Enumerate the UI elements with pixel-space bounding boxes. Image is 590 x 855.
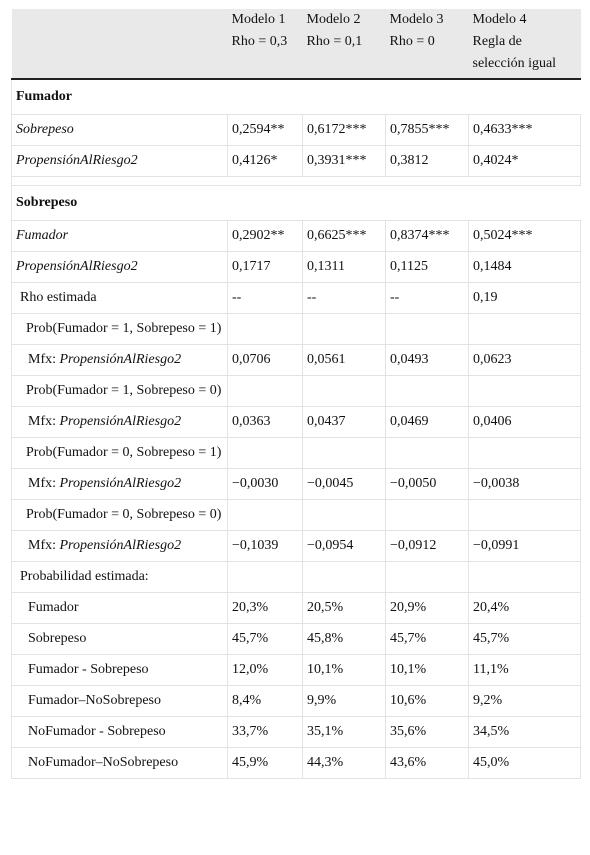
cell-value: 10,1% — [303, 655, 386, 686]
cell-value: 0,2902** — [228, 221, 303, 252]
cell-value: −0,1039 — [228, 531, 303, 562]
cell-value — [303, 562, 386, 593]
section-row-fumador — [12, 79, 581, 115]
row-label — [12, 407, 228, 438]
cell-value — [228, 314, 303, 345]
table-row — [12, 593, 581, 624]
mfx-variable: PropensiónAlRiesgo2 — [59, 414, 182, 429]
cell-value: 35,1% — [303, 717, 386, 748]
row-label: Sobrepeso — [12, 115, 228, 146]
cell-value — [469, 314, 581, 345]
row-label: Prob(Fumador = 1, Sobrepeso = 0) — [12, 376, 228, 407]
table-row — [12, 562, 581, 593]
header-empty-cell — [12, 9, 228, 79]
cell-value — [469, 376, 581, 407]
cell-value: 45,7% — [386, 624, 469, 655]
row-label: NoFumador - Sobrepeso — [12, 717, 228, 748]
cell-value: 0,4024* — [469, 146, 581, 177]
table-row — [12, 748, 581, 779]
cell-value: 10,6% — [386, 686, 469, 717]
cell-value — [386, 500, 469, 531]
mfx-prefix: Mfx: — [28, 352, 60, 367]
row-label: Fumador - Sobrepeso — [12, 655, 228, 686]
cell-value — [303, 314, 386, 345]
table-row — [12, 221, 581, 252]
cell-value: −0,0030 — [228, 469, 303, 500]
cell-value: 0,0406 — [469, 407, 581, 438]
cell-value — [386, 376, 469, 407]
cell-value: 35,6% — [386, 717, 469, 748]
cell-value: 0,0469 — [386, 407, 469, 438]
row-label — [12, 345, 228, 376]
cell-value: 11,1% — [469, 655, 581, 686]
cell-value: 0,8374*** — [386, 221, 469, 252]
cell-value — [303, 376, 386, 407]
cell-value: 0,3931*** — [303, 146, 386, 177]
row-label — [12, 469, 228, 500]
cell-value: −0,0050 — [386, 469, 469, 500]
cell-value: 44,3% — [303, 748, 386, 779]
table-row — [12, 686, 581, 717]
cell-value: 0,3812 — [386, 146, 469, 177]
cell-value — [469, 562, 581, 593]
cell-value: 0,5024*** — [469, 221, 581, 252]
cell-value: 0,0623 — [469, 345, 581, 376]
cell-value — [469, 438, 581, 469]
section-row-sobrepeso — [12, 186, 581, 221]
cell-value: 0,1125 — [386, 252, 469, 283]
cell-value: 45,7% — [228, 624, 303, 655]
cell-value: −0,0991 — [469, 531, 581, 562]
cell-value: -- — [228, 283, 303, 314]
cell-value: 45,0% — [469, 748, 581, 779]
table-row — [12, 717, 581, 748]
table-row — [12, 655, 581, 686]
table-row — [12, 469, 581, 500]
cell-value: −0,0912 — [386, 531, 469, 562]
mfx-variable: PropensiónAlRiesgo2 — [59, 352, 182, 367]
table-row — [12, 624, 581, 655]
cell-value: 34,5% — [469, 717, 581, 748]
cell-value: 20,9% — [386, 593, 469, 624]
cell-value: −0,0954 — [303, 531, 386, 562]
results-table-container — [11, 9, 580, 779]
cell-value: 9,9% — [303, 686, 386, 717]
cell-value: -- — [386, 283, 469, 314]
row-label: Rho estimada — [12, 283, 228, 314]
row-label: Prob(Fumador = 0, Sobrepeso = 0) — [12, 500, 228, 531]
header-model-4: Modelo 4 Regla de selección igual — [469, 9, 581, 79]
cell-value: -- — [303, 283, 386, 314]
cell-value: 0,0493 — [386, 345, 469, 376]
row-label: Fumador — [12, 593, 228, 624]
cell-value — [303, 500, 386, 531]
cell-value: 0,6625*** — [303, 221, 386, 252]
cell-value: −0,0038 — [469, 469, 581, 500]
cell-value: 0,4126* — [228, 146, 303, 177]
cell-value: 0,0561 — [303, 345, 386, 376]
cell-value: 0,7855*** — [386, 115, 469, 146]
header-model-3: Modelo 3 Rho = 0 — [386, 9, 469, 79]
cell-value: 20,4% — [469, 593, 581, 624]
cell-value — [386, 438, 469, 469]
cell-value: 0,0437 — [303, 407, 386, 438]
cell-value: 0,2594** — [228, 115, 303, 146]
table-row — [12, 252, 581, 283]
cell-value: 0,0363 — [228, 407, 303, 438]
cell-value: 0,1311 — [303, 252, 386, 283]
header-model-2: Modelo 2 Rho = 0,1 — [303, 9, 386, 79]
cell-value: 0,1484 — [469, 252, 581, 283]
row-label: NoFumador–NoSobrepeso — [12, 748, 228, 779]
section-title: Sobrepeso — [12, 186, 581, 221]
table-row — [12, 438, 581, 469]
cell-value: 10,1% — [386, 655, 469, 686]
table-row — [12, 283, 581, 314]
cell-value — [228, 438, 303, 469]
section-title: Fumador — [12, 79, 581, 115]
row-label: Prob(Fumador = 1, Sobrepeso = 1) — [12, 314, 228, 345]
cell-value — [228, 562, 303, 593]
mfx-prefix: Mfx: — [28, 476, 60, 491]
table-header-row — [12, 9, 581, 79]
cell-value: 45,8% — [303, 624, 386, 655]
cell-value: 0,0706 — [228, 345, 303, 376]
cell-value: 33,7% — [228, 717, 303, 748]
row-label: PropensiónAlRiesgo2 — [12, 146, 228, 177]
row-label: Fumador–NoSobrepeso — [12, 686, 228, 717]
row-label — [12, 531, 228, 562]
table-row — [12, 345, 581, 376]
table-row — [12, 115, 581, 146]
mfx-prefix: Mfx: — [28, 414, 60, 429]
results-table — [11, 9, 581, 779]
cell-value: 8,4% — [228, 686, 303, 717]
cell-value: 12,0% — [228, 655, 303, 686]
cell-value — [386, 562, 469, 593]
table-row — [12, 146, 581, 177]
table-row — [12, 407, 581, 438]
row-label: Sobrepeso — [12, 624, 228, 655]
row-label: Prob(Fumador = 0, Sobrepeso = 1) — [12, 438, 228, 469]
row-label: PropensiónAlRiesgo2 — [12, 252, 228, 283]
table-row — [12, 376, 581, 407]
mfx-variable: PropensiónAlRiesgo2 — [59, 538, 182, 553]
cell-value — [303, 438, 386, 469]
table-row — [12, 531, 581, 562]
cell-value: 0,4633*** — [469, 115, 581, 146]
header-model-1: Modelo 1 Rho = 0,3 — [228, 9, 303, 79]
cell-value: 45,7% — [469, 624, 581, 655]
cell-value: 9,2% — [469, 686, 581, 717]
cell-value: 45,9% — [228, 748, 303, 779]
mfx-variable: PropensiónAlRiesgo2 — [59, 476, 182, 491]
table-row — [12, 314, 581, 345]
cell-value — [386, 314, 469, 345]
cell-value: 43,6% — [386, 748, 469, 779]
row-label: Probabilidad estimada: — [12, 562, 228, 593]
cell-value: 20,5% — [303, 593, 386, 624]
cell-value: 0,1717 — [228, 252, 303, 283]
mfx-prefix: Mfx: — [28, 538, 60, 553]
cell-value: −0,0045 — [303, 469, 386, 500]
cell-value — [228, 376, 303, 407]
spacer-row — [12, 177, 581, 186]
table-row — [12, 500, 581, 531]
cell-value — [228, 500, 303, 531]
row-label: Fumador — [12, 221, 228, 252]
cell-value: 20,3% — [228, 593, 303, 624]
cell-value: 0,19 — [469, 283, 581, 314]
cell-value — [469, 500, 581, 531]
cell-value: 0,6172*** — [303, 115, 386, 146]
